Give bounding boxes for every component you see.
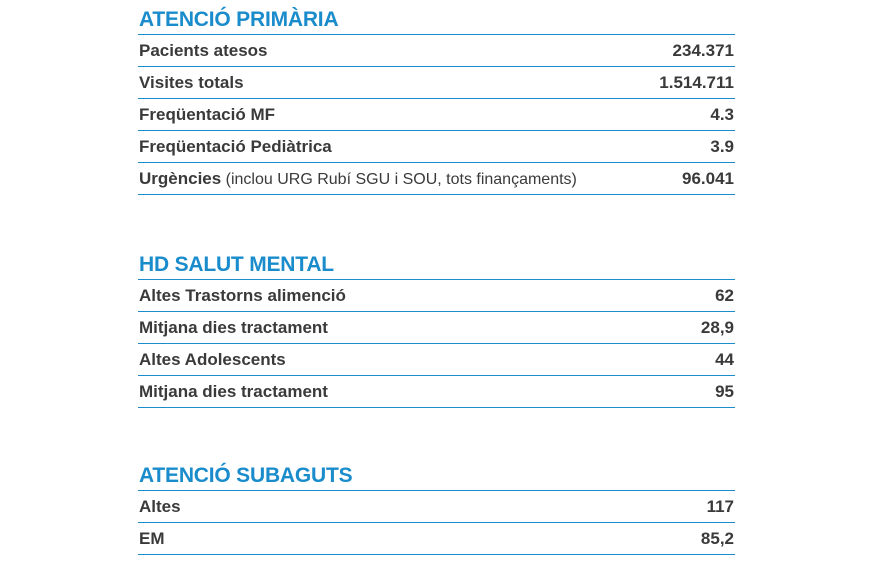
table-row — [138, 35, 735, 67]
table-row — [138, 344, 735, 376]
row-label: Altes Trastorns alimenció — [139, 285, 346, 305]
row-value: 234.371 — [672, 40, 734, 60]
table-row — [138, 491, 735, 523]
row-value: 96.041 — [682, 168, 734, 188]
table-row — [138, 163, 735, 195]
row-note: (inclou URG Rubí SGU i SOU, tots finançaments) — [221, 170, 577, 188]
row-value: 1.514.711 — [659, 72, 734, 92]
row-value: 85,2 — [700, 528, 734, 548]
table-row — [138, 312, 735, 344]
section-title: ATENCIÓ PRIMÀRIA — [138, 6, 735, 35]
row-label: Altes Adolescents — [139, 349, 286, 369]
row-label: Visites totals — [139, 72, 244, 92]
row-value: 95 — [715, 381, 734, 401]
section-atencio-primaria — [138, 6, 735, 195]
row-label: Pacients atesos — [139, 40, 268, 60]
section-title: ATENCIÓ SUBAGUTS — [138, 462, 735, 491]
row-label: Urgències (inclou URG Rubí SGU i SOU, tots finançaments) — [139, 168, 577, 188]
table-row — [138, 523, 735, 555]
row-value: 44 — [715, 349, 734, 369]
row-label: Freqüentació MF — [139, 104, 276, 124]
table-row — [138, 280, 735, 312]
row-value: 4.3 — [710, 104, 734, 124]
table-row — [138, 99, 735, 131]
row-value: 62 — [715, 285, 734, 305]
table-row — [138, 131, 735, 163]
row-label: EM — [139, 528, 165, 548]
row-value: 117 — [706, 496, 734, 516]
section-hd-salut-mental — [138, 251, 735, 408]
section-atencio-subaguts — [138, 462, 735, 555]
table-row — [138, 376, 735, 408]
row-value: 28,9 — [700, 317, 734, 337]
row-label: Altes — [139, 496, 181, 516]
table-row — [138, 67, 735, 99]
row-label: Freqüentació Pediàtrica — [139, 136, 332, 156]
row-label: Mitjana dies tractament — [139, 381, 328, 401]
section-title: HD SALUT MENTAL — [138, 251, 735, 280]
row-value: 3.9 — [710, 136, 734, 156]
row-label: Mitjana dies tractament — [139, 317, 328, 337]
